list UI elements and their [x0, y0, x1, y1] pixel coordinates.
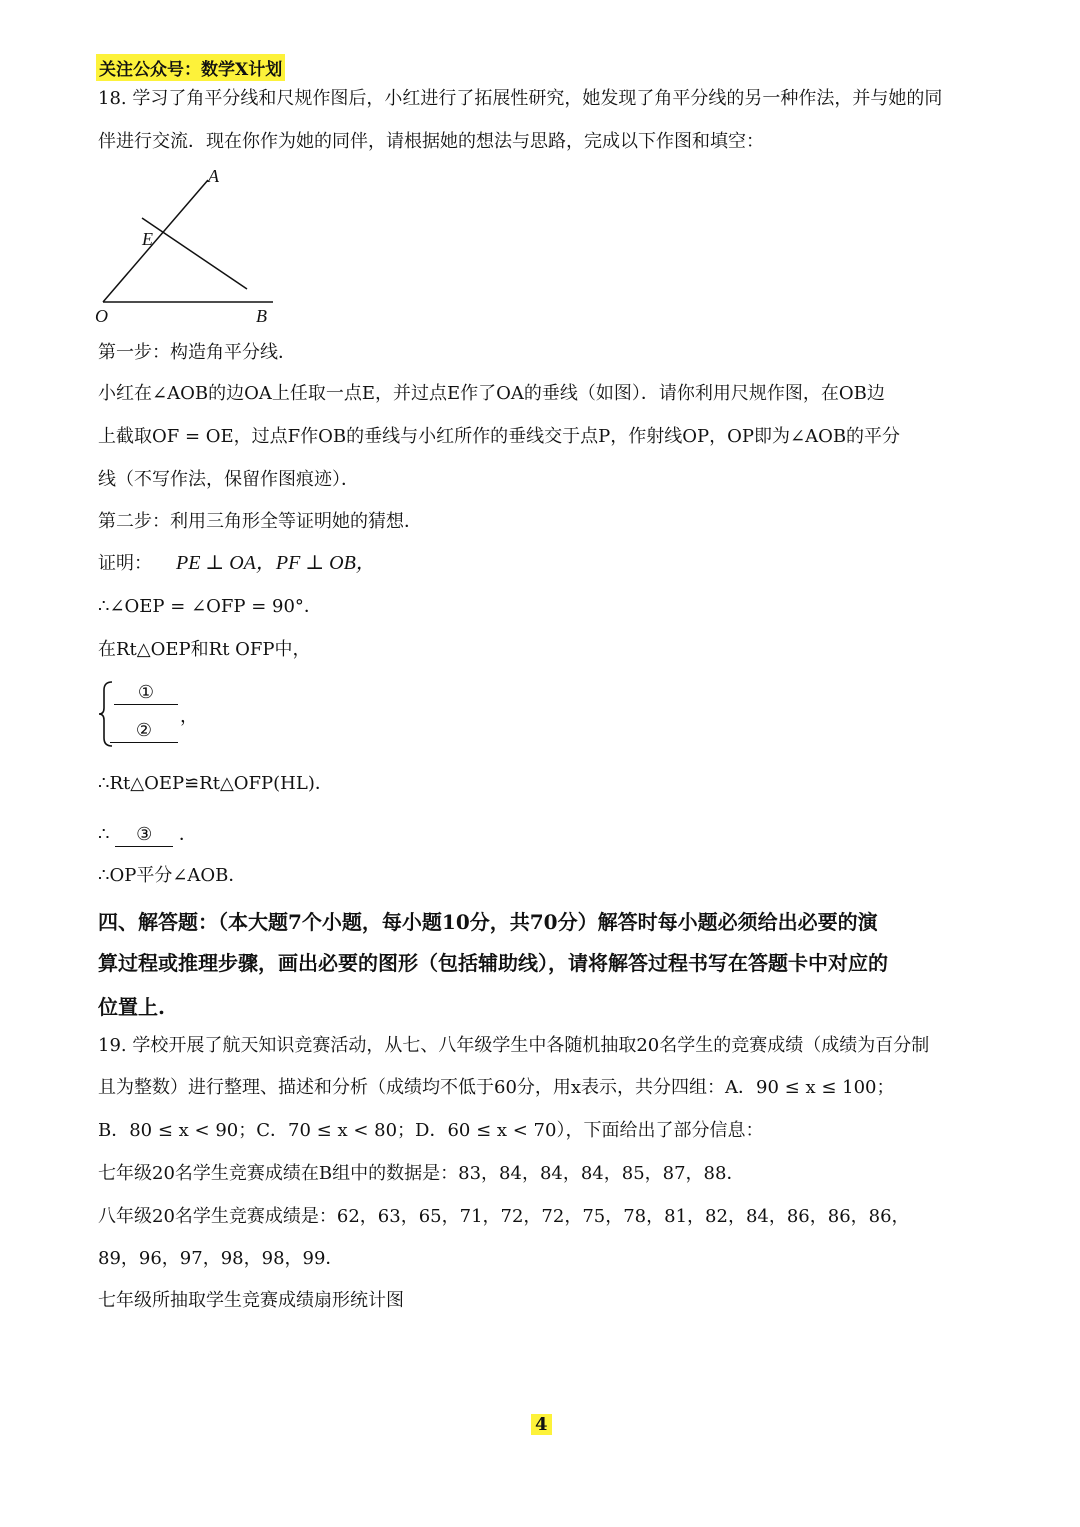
q19-line1: 19. 学校开展了航天知识竞赛活动，从七、八年级学生中各随机抽取20名学生的竞赛成绩（成绩为百分制: [98, 1035, 930, 1056]
step1-title: 第一步：构造角平分线．: [98, 342, 296, 363]
proof-given: PE ⊥ OA，PF ⊥ OB，: [176, 552, 376, 574]
angle-figure: [90, 162, 290, 327]
label-a: A: [208, 166, 219, 186]
brace-comma: ，: [180, 706, 198, 727]
label-b: B: [256, 306, 267, 326]
q18-intro-line1: 18. 学习了角平分线和尺规作图后，小红进行了拓展性研究，她发现了角平分线的另一种作法，并与她的同: [98, 88, 943, 109]
step2-title: 第二步：利用三角形全等证明她的猜想．: [98, 511, 422, 532]
blank-3[interactable]: ③: [115, 824, 173, 847]
q19-line5: 八年级20名学生竞赛成绩是：62，63，65，71，72，72，75，78，81，82，84，86，86，86，: [98, 1206, 910, 1227]
q19-line4: 七年级20名学生竞赛成绩在B组中的数据是：83，84，84，84，85，87，88．: [98, 1163, 745, 1184]
proof-line6: [98, 824, 197, 847]
q18-intro-line2: 伴进行交流．现在你作为她的同伴，请根据她的想法与思路，完成以下作图和填空：: [98, 131, 764, 152]
perpendicular-line: [142, 218, 247, 289]
step1-line3: 线（不写作法，保留作图痕迹）．: [98, 469, 359, 490]
therefore-symbol: ∴: [98, 824, 110, 845]
proof-line3: 在Rt△OEP和Rt OFP中，: [98, 639, 311, 660]
proof-line2: ∴∠OEP = ∠OFP = 90°．: [98, 596, 322, 617]
chart-caption: 七年级所抽取学生竞赛成绩扇形统计图: [98, 1290, 404, 1311]
page-number: 4: [531, 1414, 552, 1435]
blank-1[interactable]: ①: [114, 682, 178, 705]
q19-line6: 89，96，97，98，98，99．: [98, 1248, 344, 1269]
proof-line5: ∴Rt△OEP≌Rt△OFP(HL)．: [98, 773, 333, 794]
label-o: O: [95, 306, 108, 326]
label-e: E: [142, 229, 153, 249]
section4-line1: 四、解答题：（本大题7个小题，每小题10分，共70分）解答时每小题必须给出必要的演: [98, 910, 878, 934]
blank-2[interactable]: ②: [110, 720, 178, 743]
step1-line2: 上截取OF = OE，过点F作OB的垂线与小红所作的垂线交于点P，作射线OP，OP即为∠AOB的平分: [98, 426, 901, 447]
q19-line2: 且为整数）进行整理、描述和分析（成绩均不低于60分，用x表示，共分四组：A．90 ≤ x ≤ 100；: [98, 1077, 895, 1098]
q19-line3: B．80 ≤ x < 90；C．70 ≤ x < 80；D．60 ≤ x < 70），下面给出了部分信息：: [98, 1120, 764, 1141]
step1-line1: 小红在∠AOB的边OA上任取一点E，并过点E作了OA的垂线（如图）．请你利用尺规作图，在OB边: [98, 383, 885, 404]
period: ．: [178, 824, 197, 845]
proof-line7: ∴OP平分∠AOB．: [98, 865, 247, 886]
section4-line2: 算过程或推理步骤，画出必要的图形（包括辅助线），请将解答过程书写在答题卡中对应的: [98, 951, 888, 975]
ray-oa: [103, 180, 208, 302]
header-label: 关注公众号：数学X计划: [96, 54, 285, 81]
section4-line3: 位置上.: [98, 995, 165, 1019]
proof-label: 证明：: [98, 553, 152, 574]
